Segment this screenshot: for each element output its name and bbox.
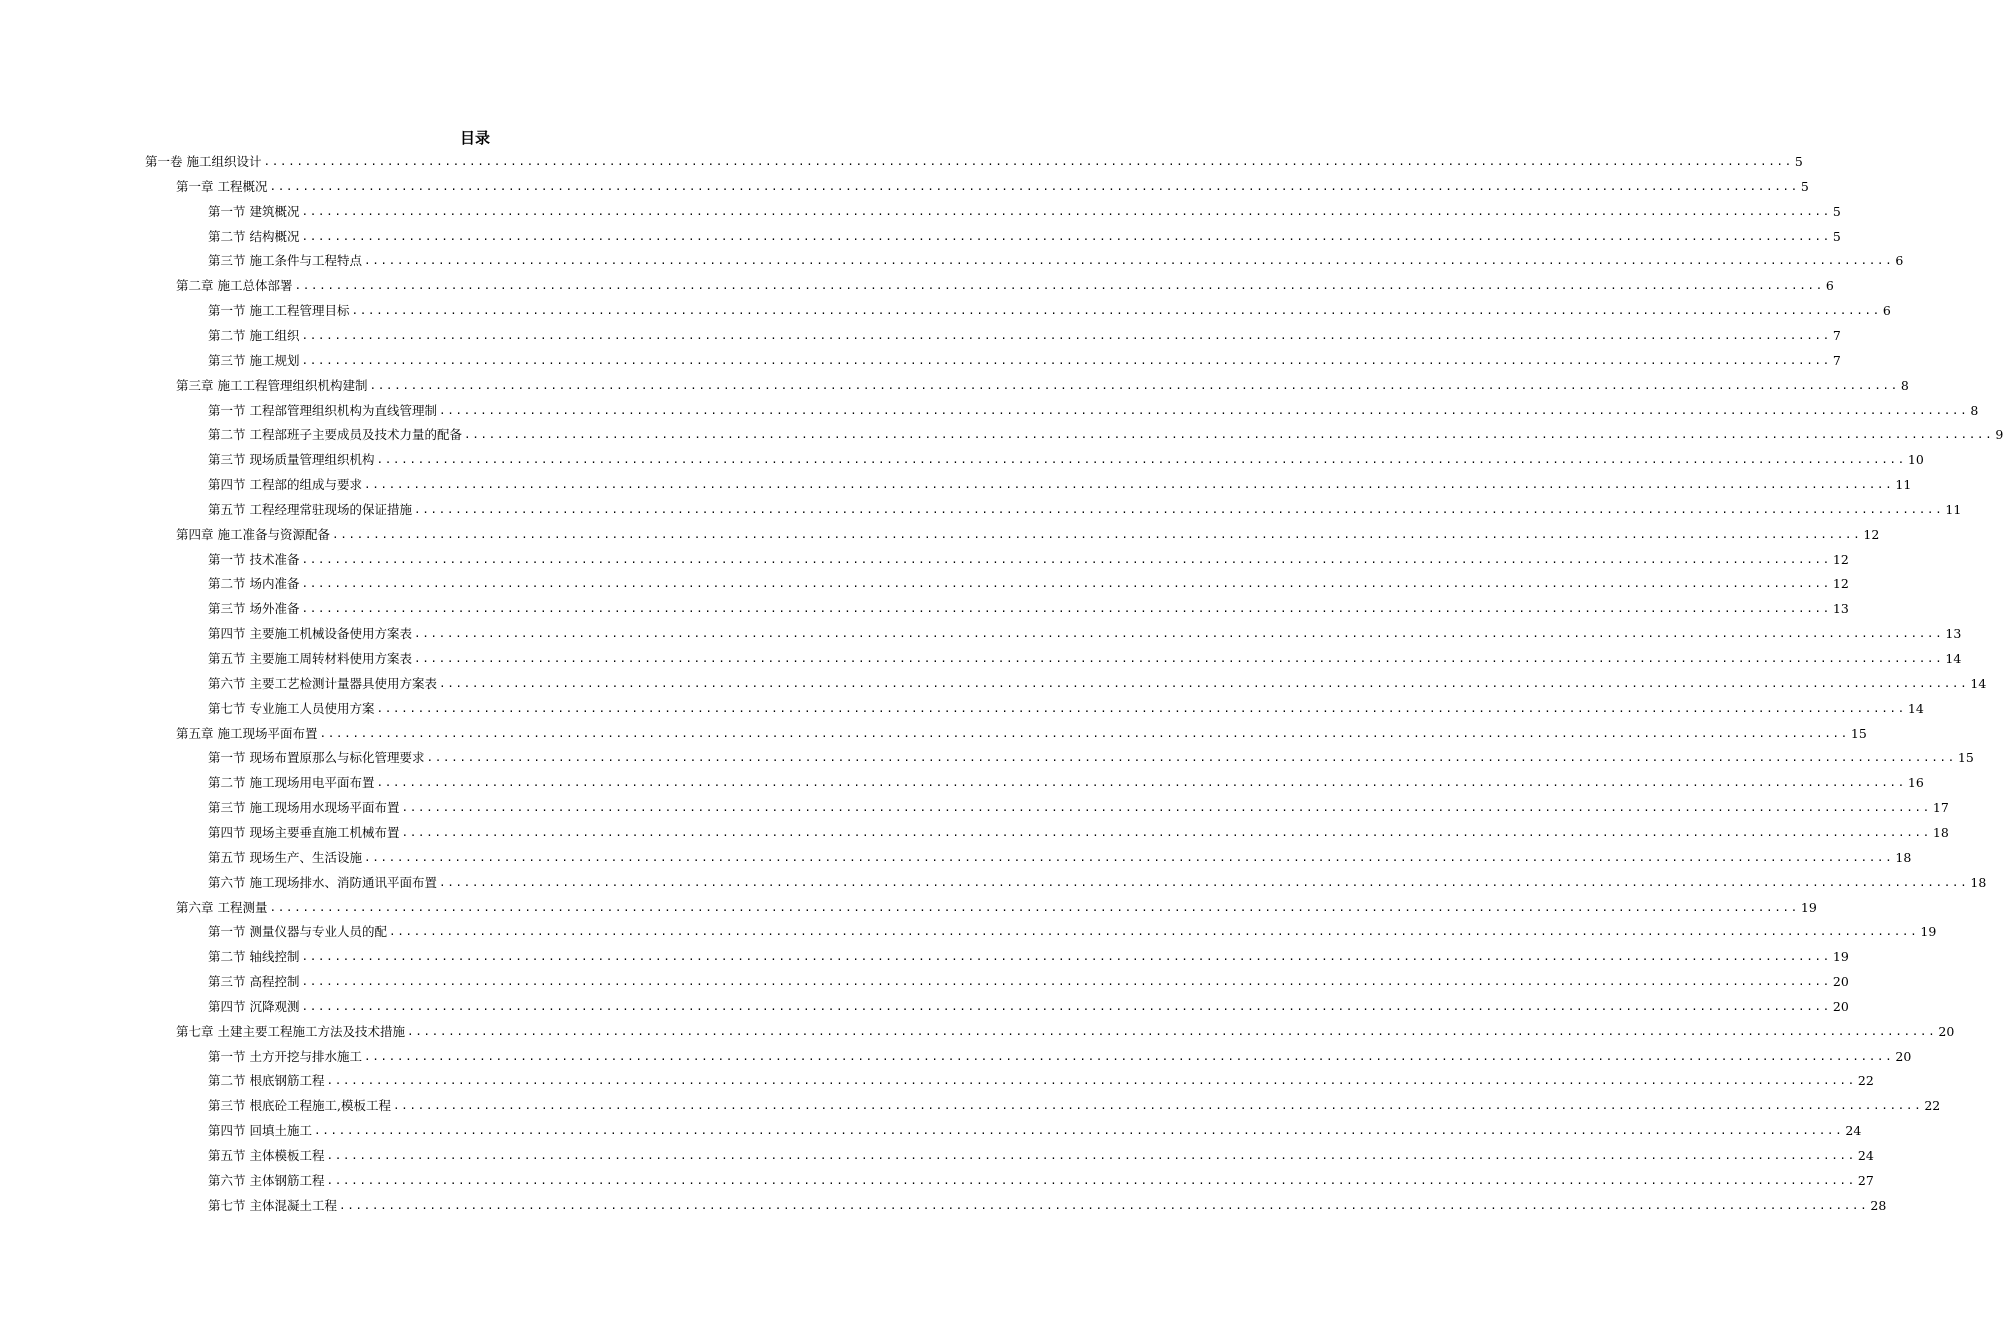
toc-entry-page-number: 6 — [1895, 253, 1904, 269]
dot-leader: .......................................................................................................................................................................................... — [331, 527, 1862, 541]
toc-entry-label: 第四节 现场主要垂直施工机械布置 — [208, 824, 400, 840]
toc-entry-label: 第一节 建筑概况 — [208, 203, 300, 219]
toc-entry[interactable] — [208, 921, 1937, 943]
toc-entry-page-number: 6 — [1882, 303, 1891, 319]
toc-entry-page-number: 18 — [1895, 849, 1912, 865]
toc-entry-label: 第七章 土建主要工程施工方法及技术措施 — [176, 1023, 405, 1039]
toc-entry-page-number: 28 — [1870, 1197, 1887, 1213]
toc-entry-label: 第三章 施工工程管理组织机构建制 — [176, 377, 368, 393]
toc-entry-page-number: 13 — [1945, 626, 1962, 642]
dot-leader: .......................................................................................................................................................................................... — [301, 950, 1831, 964]
toc-entry-page-number: 13 — [1832, 601, 1849, 617]
toc-entry-label: 第一卷 施工组织设计 — [145, 154, 262, 169]
dot-leader: .......................................................................................................................................................................................... — [388, 925, 1919, 939]
toc-entry[interactable] — [208, 573, 1849, 595]
toc-entry[interactable] — [208, 797, 1949, 819]
dot-leader: .......................................................................................................................................................................................... — [413, 627, 1944, 641]
toc-entry[interactable] — [208, 648, 1962, 670]
toc-entry-label: 第四节 主要施工机械设备使用方案表 — [208, 626, 412, 642]
toc-entry-page-number: 12 — [1863, 526, 1880, 542]
dot-leader: .......................................................................................................................................................................................... — [363, 478, 1894, 492]
toc-entry[interactable] — [208, 1095, 1941, 1117]
toc-entry-label: 第六章 工程测量 — [176, 899, 268, 915]
dot-leader: .......................................................................................................................................................................................... — [413, 502, 1944, 516]
dot-leader: .......................................................................................................................................................................................... — [301, 229, 1831, 243]
toc-entry[interactable] — [208, 598, 1849, 620]
toc-entry[interactable] — [176, 723, 1867, 745]
toc-entry-page-number: 7 — [1832, 327, 1841, 343]
toc-entry-page-number: 24 — [1857, 1148, 1874, 1163]
toc-entry-page-number: 19 — [1920, 924, 1937, 940]
dot-leader: .......................................................................................................................................................................................... — [301, 999, 1831, 1013]
toc-entry-page-number: 18 — [1932, 824, 1949, 840]
dot-leader: .......................................................................................................................................................................................... — [301, 204, 1831, 218]
toc-entry[interactable] — [208, 350, 1841, 372]
dot-leader: .......................................................................................................................................................................................... — [363, 254, 1894, 268]
toc-entry-page-number: 27 — [1857, 1172, 1874, 1188]
toc-entry-page-number: 7 — [1832, 352, 1841, 368]
toc-entry-page-number: 5 — [1832, 203, 1841, 219]
toc-title: 目录 — [459, 129, 490, 147]
toc-entry-page-number: 14 — [1907, 700, 1924, 716]
toc-entry-page-number: 16 — [1907, 775, 1924, 791]
toc-entry[interactable] — [208, 1195, 1887, 1217]
toc-entry[interactable] — [208, 201, 1841, 223]
toc-entry-label: 第四节 工程部的组成与要求 — [208, 477, 362, 493]
toc-entry[interactable] — [208, 1070, 1874, 1092]
toc-entry[interactable] — [208, 1170, 1874, 1192]
dot-leader: .......................................................................................................................................................................................... — [326, 1074, 1856, 1088]
toc-entry-label: 第四节 回填土施工 — [208, 1123, 312, 1139]
toc-entry[interactable] — [176, 375, 1909, 397]
toc-entry-page-number: 8 — [1900, 377, 1909, 393]
toc-entry-page-number: 15 — [1850, 725, 1867, 741]
toc-entry-page-number: 24 — [1845, 1123, 1862, 1139]
toc-entry-page-number: 11 — [1945, 501, 1962, 517]
toc-entry-page-number: 22 — [1924, 1098, 1941, 1114]
toc-entry[interactable] — [208, 996, 1849, 1018]
toc-entry-label: 第五节 现场生产、生活设施 — [208, 849, 362, 865]
toc-entry[interactable] — [208, 623, 1962, 645]
toc-entry[interactable] — [208, 226, 1841, 248]
toc-entry-label: 第五章 施工现场平面布置 — [176, 725, 318, 741]
dot-leader: .......................................................................................................................................................................................... — [438, 875, 1969, 889]
toc-entry-page-number: 20 — [1832, 998, 1849, 1014]
toc-entry[interactable] — [208, 698, 1924, 720]
toc-entry-page-number: 19 — [1832, 949, 1849, 965]
toc-entry-label: 第二节 场内准备 — [208, 576, 300, 592]
toc-entry-page-number: 17 — [1932, 800, 1949, 816]
toc-entry-label: 第三节 施工规划 — [208, 352, 300, 368]
dot-leader: .......................................................................................................................................................................................... — [369, 378, 1899, 392]
dot-leader: .......................................................................................................................................................................................... — [401, 825, 1931, 839]
toc-entry-label: 第四章 施工准备与资源配备 — [176, 526, 330, 542]
toc-entry[interactable] — [208, 400, 1979, 422]
dot-leader: .......................................................................................................................................................................................... — [319, 726, 1849, 740]
dot-leader: .......................................................................................................................................................................................... — [263, 155, 1793, 168]
dot-leader: .......................................................................................................................................................................................... — [326, 1173, 1856, 1187]
toc-entry-label: 第一节 测量仪器与专业人员的配 — [208, 924, 387, 940]
toc-entry-page-number: 20 — [1895, 1048, 1912, 1064]
toc-entry-label: 第三节 施工条件与工程特点 — [208, 253, 362, 269]
dot-leader: .......................................................................................................................................................................................... — [313, 1124, 1844, 1138]
toc-entry-page-number: 10 — [1907, 452, 1924, 468]
toc-entry-page-number: 14 — [1970, 675, 1987, 691]
dot-leader: .......................................................................................................................................................................................... — [301, 328, 1831, 342]
toc-entry[interactable] — [208, 449, 1924, 471]
toc-entry-label: 第六节 施工现场排水、消防通讯平面布置 — [208, 874, 437, 890]
toc-entry-page-number: 5 — [1794, 154, 1803, 169]
toc-entry-label: 第二章 施工总体部署 — [176, 278, 293, 294]
toc-entry-label: 第五节 工程经理常驻现场的保证措施 — [208, 501, 412, 517]
dot-leader: .......................................................................................................................................................................................... — [326, 1149, 1856, 1162]
toc-entry[interactable] — [208, 250, 1904, 272]
dot-leader: .......................................................................................................................................................................................... — [438, 403, 1969, 417]
dot-leader: .......................................................................................................................................................................................... — [401, 801, 1931, 815]
dot-leader: .......................................................................................................................................................................................... — [294, 279, 1824, 293]
toc-entry[interactable] — [208, 772, 1924, 794]
toc-entry-label: 第一节 工程部管理组织机构为直线管理制 — [208, 402, 437, 418]
toc-entry-label: 第二节 工程部班子主要成员及技术力量的配备 — [208, 427, 462, 443]
toc-entry-label: 第三节 根底砼工程施工,模板工程 — [208, 1098, 391, 1114]
toc-entry-page-number: 12 — [1832, 551, 1849, 567]
toc-entry-label: 第三节 施工现场用水现场平面布置 — [208, 800, 400, 816]
toc-entry-label: 第四节 沉降观测 — [208, 998, 300, 1014]
toc-entry[interactable] — [208, 946, 1849, 968]
toc-entry[interactable] — [208, 499, 1962, 521]
toc-entry[interactable] — [208, 822, 1949, 844]
toc-entry[interactable] — [208, 474, 1912, 496]
toc-entry[interactable] — [176, 176, 1809, 198]
toc-entry[interactable] — [208, 673, 1987, 695]
toc-entry-label: 第一节 施工工程管理目标 — [208, 303, 350, 319]
toc-entry-page-number: 8 — [1970, 402, 1979, 418]
toc-entry-page-number: 14 — [1945, 651, 1962, 666]
toc-entry[interactable] — [208, 325, 1841, 347]
toc-entry[interactable] — [208, 971, 1849, 993]
toc-entry[interactable] — [176, 275, 1834, 297]
toc-entry-label: 第一节 土方开挖与排水施工 — [208, 1048, 362, 1064]
toc-entry-label: 第二节 结构概况 — [208, 228, 300, 244]
toc-entry-page-number: 19 — [1800, 899, 1817, 915]
toc-entry-label: 第一节 现场布置原那么与标化管理要求 — [208, 750, 425, 766]
toc-entry-page-number: 20 — [1832, 974, 1849, 990]
dot-leader: .......................................................................................................................................................................................... — [376, 453, 1906, 467]
toc-entry[interactable] — [208, 747, 1974, 769]
toc-entry[interactable] — [176, 1021, 1955, 1043]
dot-leader: .......................................................................................................................................................................................... — [269, 900, 1799, 914]
toc-entry-label: 第七节 主体混凝土工程 — [208, 1197, 337, 1213]
toc-entry[interactable] — [176, 524, 1880, 546]
toc-entry-page-number: 22 — [1857, 1073, 1874, 1089]
toc-entry-label: 第二节 轴线控制 — [208, 949, 300, 965]
toc-entry-page-number: 18 — [1970, 874, 1987, 890]
toc-entry[interactable] — [208, 1046, 1912, 1068]
toc-entry-label: 第五节 主体模板工程 — [208, 1148, 325, 1163]
toc-entry[interactable] — [208, 1145, 1874, 1167]
toc-entry-page-number: 11 — [1895, 477, 1912, 493]
toc-entry-label: 第五节 主要施工周转材料使用方案表 — [208, 651, 412, 666]
dot-leader: .......................................................................................................................................................................................... — [392, 1099, 1923, 1113]
dot-leader: .......................................................................................................................................................................................... — [301, 602, 1831, 616]
toc-entry-label: 第六节 主体钢筋工程 — [208, 1172, 325, 1188]
toc-entry-page-number: 6 — [1825, 278, 1834, 294]
toc-entry[interactable] — [208, 1120, 1862, 1142]
dot-leader: .......................................................................................................................................................................................... — [301, 975, 1831, 989]
dot-leader: .......................................................................................................................................................................................... — [269, 179, 1799, 193]
toc-entry[interactable] — [208, 847, 1912, 869]
toc-entry-page-number: 15 — [1957, 750, 1974, 766]
dot-leader: .......................................................................................................................................................................................... — [438, 676, 1969, 690]
toc-entry-label: 第二节 施工组织 — [208, 327, 300, 343]
toc-entry-page-number: 9 — [1995, 427, 2003, 443]
dot-leader: .......................................................................................................................................................................................... — [301, 552, 1831, 566]
toc-entry[interactable] — [145, 151, 1803, 173]
toc-entry-page-number: 5 — [1800, 178, 1809, 194]
toc-entry-label: 第二节 根底钢筋工程 — [208, 1073, 325, 1089]
toc-entry-label: 第三节 现场质量管理组织机构 — [208, 452, 375, 468]
toc-entry[interactable] — [208, 549, 1849, 571]
toc-entry-page-number: 12 — [1832, 576, 1849, 592]
toc-entry-page-number: 20 — [1938, 1023, 1955, 1039]
dot-leader: .......................................................................................................................................................................................... — [376, 776, 1906, 790]
toc-entry[interactable] — [208, 300, 1891, 322]
toc-entry[interactable] — [176, 897, 1817, 919]
dot-leader: .......................................................................................................................................................................................... — [413, 652, 1944, 665]
toc-entry-label: 第一章 工程概况 — [176, 178, 268, 194]
toc-entry-label: 第三节 高程控制 — [208, 974, 300, 990]
dot-leader: .......................................................................................................................................................................................... — [351, 304, 1881, 318]
toc-entry-label: 第一节 技术准备 — [208, 551, 300, 567]
dot-leader: .......................................................................................................................................................................................... — [406, 1024, 1937, 1038]
dot-leader: .......................................................................................................................................................................................... — [363, 1049, 1894, 1063]
toc-entry-page-number: 5 — [1832, 228, 1841, 244]
dot-leader: .......................................................................................................................................................................................... — [376, 701, 1906, 715]
toc-entry-label: 第二节 施工现场用电平面布置 — [208, 775, 375, 791]
dot-leader: .......................................................................................................................................................................................... — [426, 751, 1956, 765]
toc-entry-label: 第三节 场外准备 — [208, 601, 300, 617]
toc-entry-label: 第六节 主要工艺检测计量器具使用方案表 — [208, 675, 437, 691]
dot-leader: .......................................................................................................................................................................................... — [463, 428, 1994, 442]
toc-entry-label: 第七节 专业施工人员使用方案 — [208, 700, 375, 716]
dot-leader: .......................................................................................................................................................................................... — [363, 850, 1894, 864]
dot-leader: .......................................................................................................................................................................................... — [301, 577, 1831, 591]
toc-entry[interactable] — [208, 424, 2003, 446]
toc-entry[interactable] — [208, 872, 1987, 894]
dot-leader: .......................................................................................................................................................................................... — [338, 1198, 1869, 1212]
dot-leader: .......................................................................................................................................................................................... — [301, 353, 1831, 367]
